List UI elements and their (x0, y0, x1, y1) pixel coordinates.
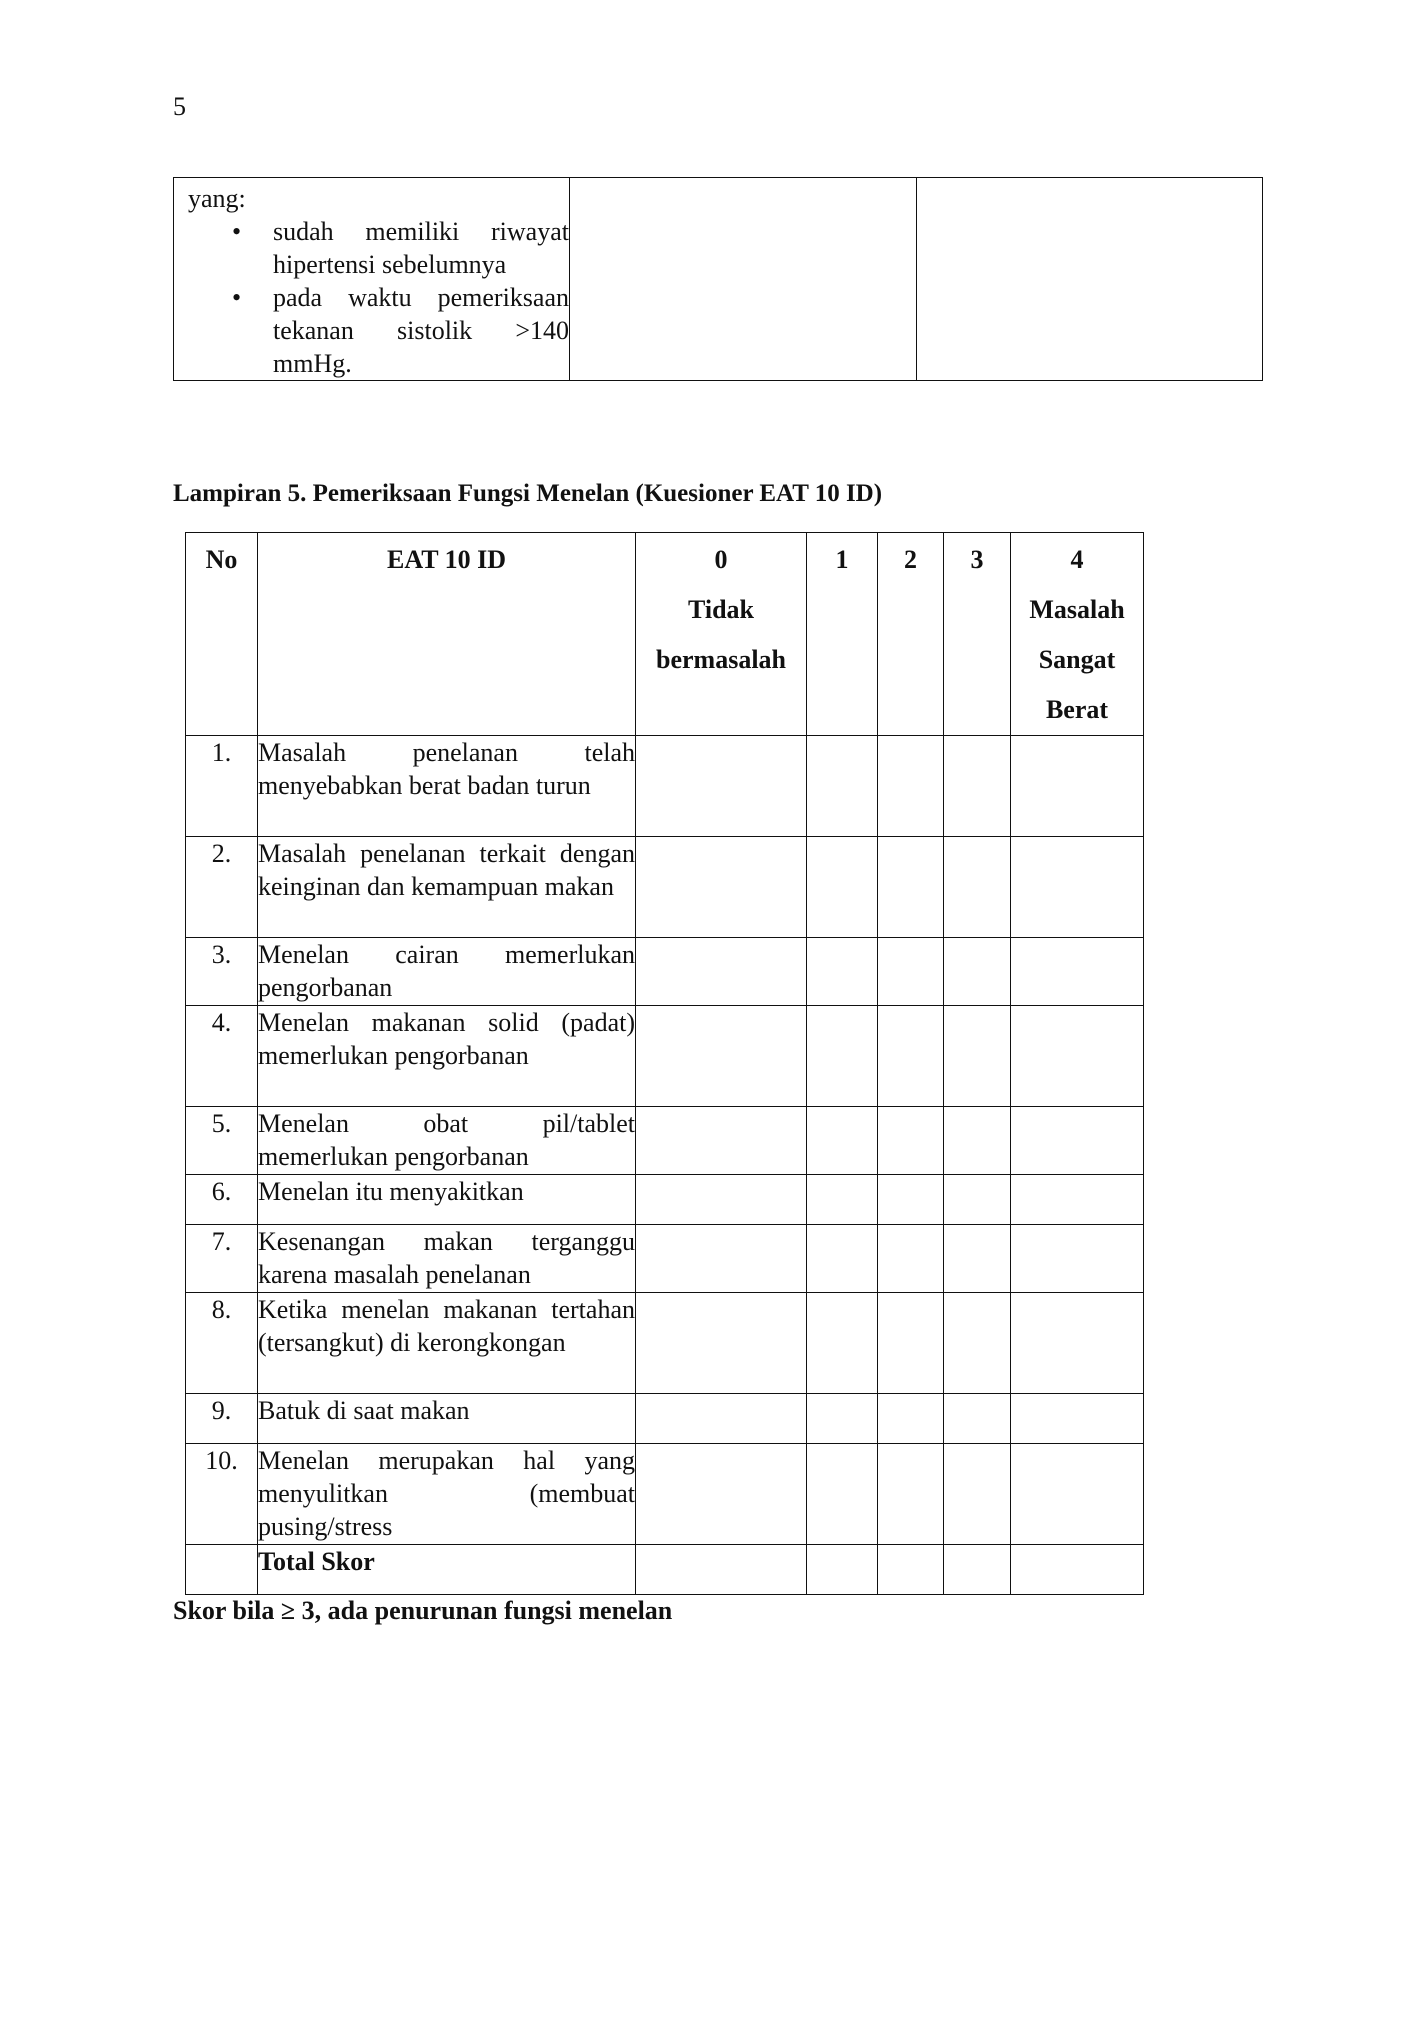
score-cell-0[interactable] (636, 1225, 807, 1293)
row-number: 4. (186, 1006, 258, 1107)
table-row (186, 837, 1144, 938)
score-cell-1[interactable] (807, 1444, 878, 1545)
continuation-cell-criteria (174, 178, 570, 381)
score-cell-0[interactable] (636, 1107, 807, 1175)
score-cell-2[interactable] (878, 1006, 944, 1107)
score-cell-3[interactable] (944, 837, 1011, 938)
score-cell-1[interactable] (807, 1225, 878, 1293)
score-cell-0[interactable] (636, 1444, 807, 1545)
row-question: Menelan itu menyakitkan (258, 1175, 636, 1225)
score-cell-2[interactable] (878, 938, 944, 1006)
continuation-intro: yang: (188, 184, 246, 213)
score-cell-2[interactable] (878, 837, 944, 938)
table-row (186, 1293, 1144, 1394)
table-row (186, 736, 1144, 837)
total-row (186, 1545, 1144, 1595)
row-question: Masalah penelanan terkait dengan keinginan dan kemampuan makan (258, 837, 636, 938)
header-score-0: 0 Tidak bermasalah (636, 533, 807, 736)
row-question: Batuk di saat makan (258, 1394, 636, 1444)
score-cell-2[interactable] (878, 1225, 944, 1293)
header-score-4: 4 Masalah Sangat Berat (1011, 533, 1144, 736)
row-question: Menelan merupakan hal yang menyulitkan (membuat pusing/stress (258, 1444, 636, 1545)
table-row (186, 938, 1144, 1006)
eat10-table (185, 532, 1144, 1595)
score-cell-4[interactable] (1011, 938, 1144, 1006)
total-cell-1[interactable] (807, 1545, 878, 1595)
total-label: Total Skor (258, 1545, 636, 1595)
score-cell-4[interactable] (1011, 736, 1144, 837)
header-no: No (186, 533, 258, 736)
score-cell-1[interactable] (807, 1006, 878, 1107)
header-row (186, 533, 1144, 736)
row-number: 1. (186, 736, 258, 837)
row-question: Menelan obat pil/tablet memerlukan pengorbanan (258, 1107, 636, 1175)
page-number: 5 (173, 92, 186, 121)
score-cell-0[interactable] (636, 736, 807, 837)
score-cell-2[interactable] (878, 1444, 944, 1545)
table-row (186, 1225, 1144, 1293)
score-cell-1[interactable] (807, 1175, 878, 1225)
table-row (186, 1107, 1144, 1175)
total-cell-2[interactable] (878, 1545, 944, 1595)
score-cell-3[interactable] (944, 1225, 1011, 1293)
score-cell-4[interactable] (1011, 1006, 1144, 1107)
score-cell-2[interactable] (878, 1394, 944, 1444)
row-number: 6. (186, 1175, 258, 1225)
row-question: Ketika menelan makanan tertahan (tersangkut) di kerongkongan (258, 1293, 636, 1394)
score-cell-0[interactable] (636, 1394, 807, 1444)
score-cell-2[interactable] (878, 1175, 944, 1225)
score-cell-3[interactable] (944, 1444, 1011, 1545)
score-cell-1[interactable] (807, 1293, 878, 1394)
continuation-cell-empty (570, 178, 917, 381)
score-cell-4[interactable] (1011, 1293, 1144, 1394)
row-number: 9. (186, 1394, 258, 1444)
criteria-item: • pada waktu pemeriksaan tekanan sistolik >140 mmHg. (232, 283, 569, 378)
table-row (186, 1394, 1144, 1444)
score-cell-0[interactable] (636, 1293, 807, 1394)
score-cell-3[interactable] (944, 736, 1011, 837)
score-cell-3[interactable] (944, 1175, 1011, 1225)
score-cell-1[interactable] (807, 837, 878, 938)
score-cell-4[interactable] (1011, 1225, 1144, 1293)
score-cell-3[interactable] (944, 938, 1011, 1006)
total-cell-3[interactable] (944, 1545, 1011, 1595)
continuation-table (173, 177, 1263, 381)
score-cell-1[interactable] (807, 1394, 878, 1444)
score-cell-4[interactable] (1011, 1444, 1144, 1545)
score-cell-1[interactable] (807, 938, 878, 1006)
table-row (186, 1175, 1144, 1225)
row-number: 5. (186, 1107, 258, 1175)
score-cell-4[interactable] (1011, 1175, 1144, 1225)
score-cell-0[interactable] (636, 1175, 807, 1225)
score-cell-1[interactable] (807, 736, 878, 837)
score-cell-4[interactable] (1011, 1107, 1144, 1175)
section-title: Lampiran 5. Pemeriksaan Fungsi Menelan (Kuesioner EAT 10 ID) (173, 480, 883, 507)
score-cell-4[interactable] (1011, 837, 1144, 938)
bullet-icon: • (232, 217, 242, 246)
score-cell-1[interactable] (807, 1107, 878, 1175)
header-item: EAT 10 ID (258, 533, 636, 736)
score-cell-3[interactable] (944, 1293, 1011, 1394)
score-cell-0[interactable] (636, 1006, 807, 1107)
header-score-3: 3 (944, 533, 1011, 736)
table-row (186, 1006, 1144, 1107)
criteria-item: • sudah memiliki riwayat hipertensi sebelumnya (232, 217, 569, 279)
row-question: Kesenangan makan terganggu karena masalah penelanan (258, 1225, 636, 1293)
row-number: 7. (186, 1225, 258, 1293)
score-cell-0[interactable] (636, 837, 807, 938)
bullet-icon: • (232, 283, 242, 312)
total-cell-4[interactable] (1011, 1545, 1144, 1595)
row-question: Menelan cairan memerlukan pengorbanan (258, 938, 636, 1006)
score-cell-4[interactable] (1011, 1394, 1144, 1444)
score-cell-2[interactable] (878, 1293, 944, 1394)
row-question: Masalah penelanan telah menyebabkan berat badan turun (258, 736, 636, 837)
row-number: 8. (186, 1293, 258, 1394)
row-question: Menelan makanan solid (padat) memerlukan pengorbanan (258, 1006, 636, 1107)
total-cell-0[interactable] (636, 1545, 807, 1595)
score-cell-3[interactable] (944, 1006, 1011, 1107)
score-cell-0[interactable] (636, 938, 807, 1006)
score-cell-2[interactable] (878, 1107, 944, 1175)
header-score-1: 1 (807, 533, 878, 736)
header-score-2: 2 (878, 533, 944, 736)
row-number: 3. (186, 938, 258, 1006)
criteria-list (188, 215, 569, 380)
score-note: Skor bila ≥ 3, ada penurunan fungsi menelan (173, 1596, 673, 1625)
score-cell-3[interactable] (944, 1394, 1011, 1444)
row-number: 2. (186, 837, 258, 938)
score-cell-2[interactable] (878, 736, 944, 837)
total-number-cell (186, 1545, 258, 1595)
score-cell-3[interactable] (944, 1107, 1011, 1175)
row-number: 10. (186, 1444, 258, 1545)
continuation-cell-empty (917, 178, 1263, 381)
table-row (186, 1444, 1144, 1545)
